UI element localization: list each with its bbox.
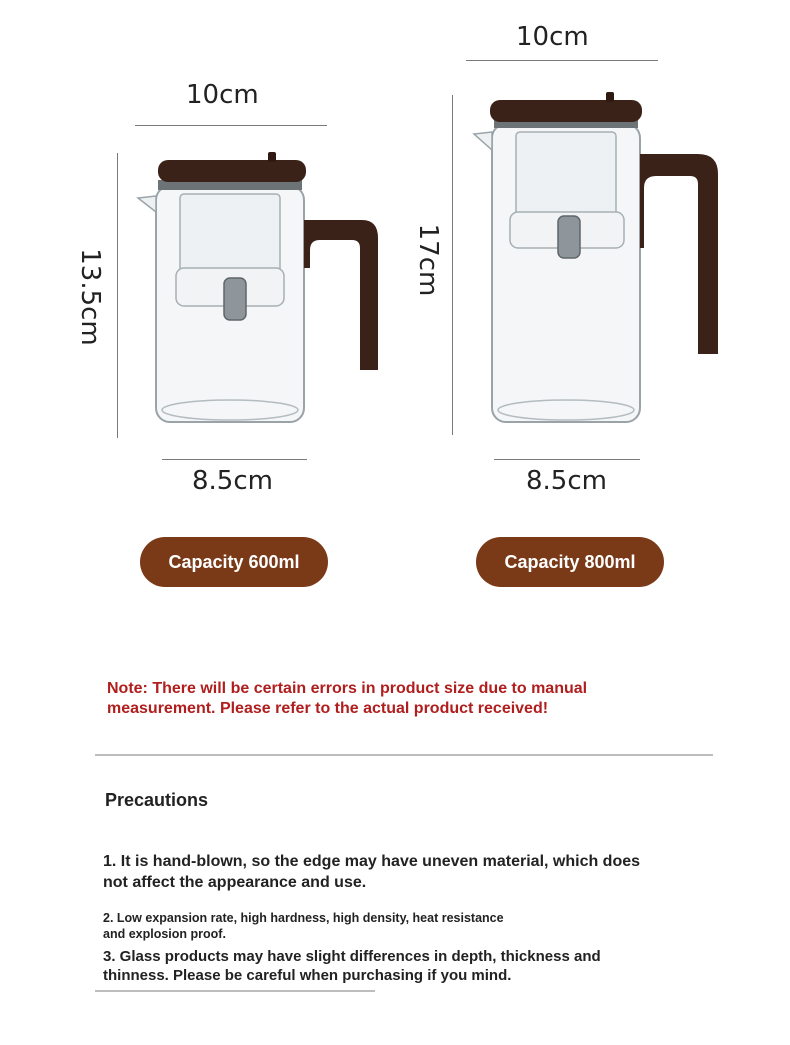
size-error-note: Note: There will be certain errors in product size due to manual measurement. Please refer to the actual product received! <box>107 680 588 717</box>
precaution-item-2: 2. Low expansion rate, high hardness, high density, heat resistance and explosion proof. <box>103 911 504 941</box>
precaution-item-3: 3. Glass products may have slight differences in depth, thickness and thinness. Please be careful when purchasing if you mind. <box>103 948 601 984</box>
small-bottom-width-label: 8.5cm <box>192 466 273 496</box>
large-teapot-image <box>466 88 726 438</box>
small-height-label: 13.5cm <box>75 248 105 346</box>
small-top-width-line <box>135 125 327 126</box>
large-bottom-width-line <box>494 459 640 460</box>
small-capacity-badge: Capacity 600ml <box>140 537 328 587</box>
precautions-title: Precautions <box>105 790 209 810</box>
small-bottom-width-line <box>162 459 307 460</box>
small-teapot-image <box>130 148 390 438</box>
precaution-item-1: 1. It is hand-blown, so the edge may have uneven material, which does not affect the appearance and use. <box>103 853 641 891</box>
small-top-width-label: 10cm <box>186 80 259 110</box>
small-height-line <box>117 153 118 438</box>
large-capacity-badge: Capacity 800ml <box>476 537 664 587</box>
large-height-line <box>452 95 453 435</box>
large-bottom-width-label: 8.5cm <box>526 466 607 496</box>
large-top-width-line <box>466 60 658 61</box>
large-height-label: 17cm <box>413 223 443 297</box>
section-divider <box>95 754 713 756</box>
bottom-divider <box>95 990 375 992</box>
large-top-width-label: 10cm <box>516 22 589 52</box>
